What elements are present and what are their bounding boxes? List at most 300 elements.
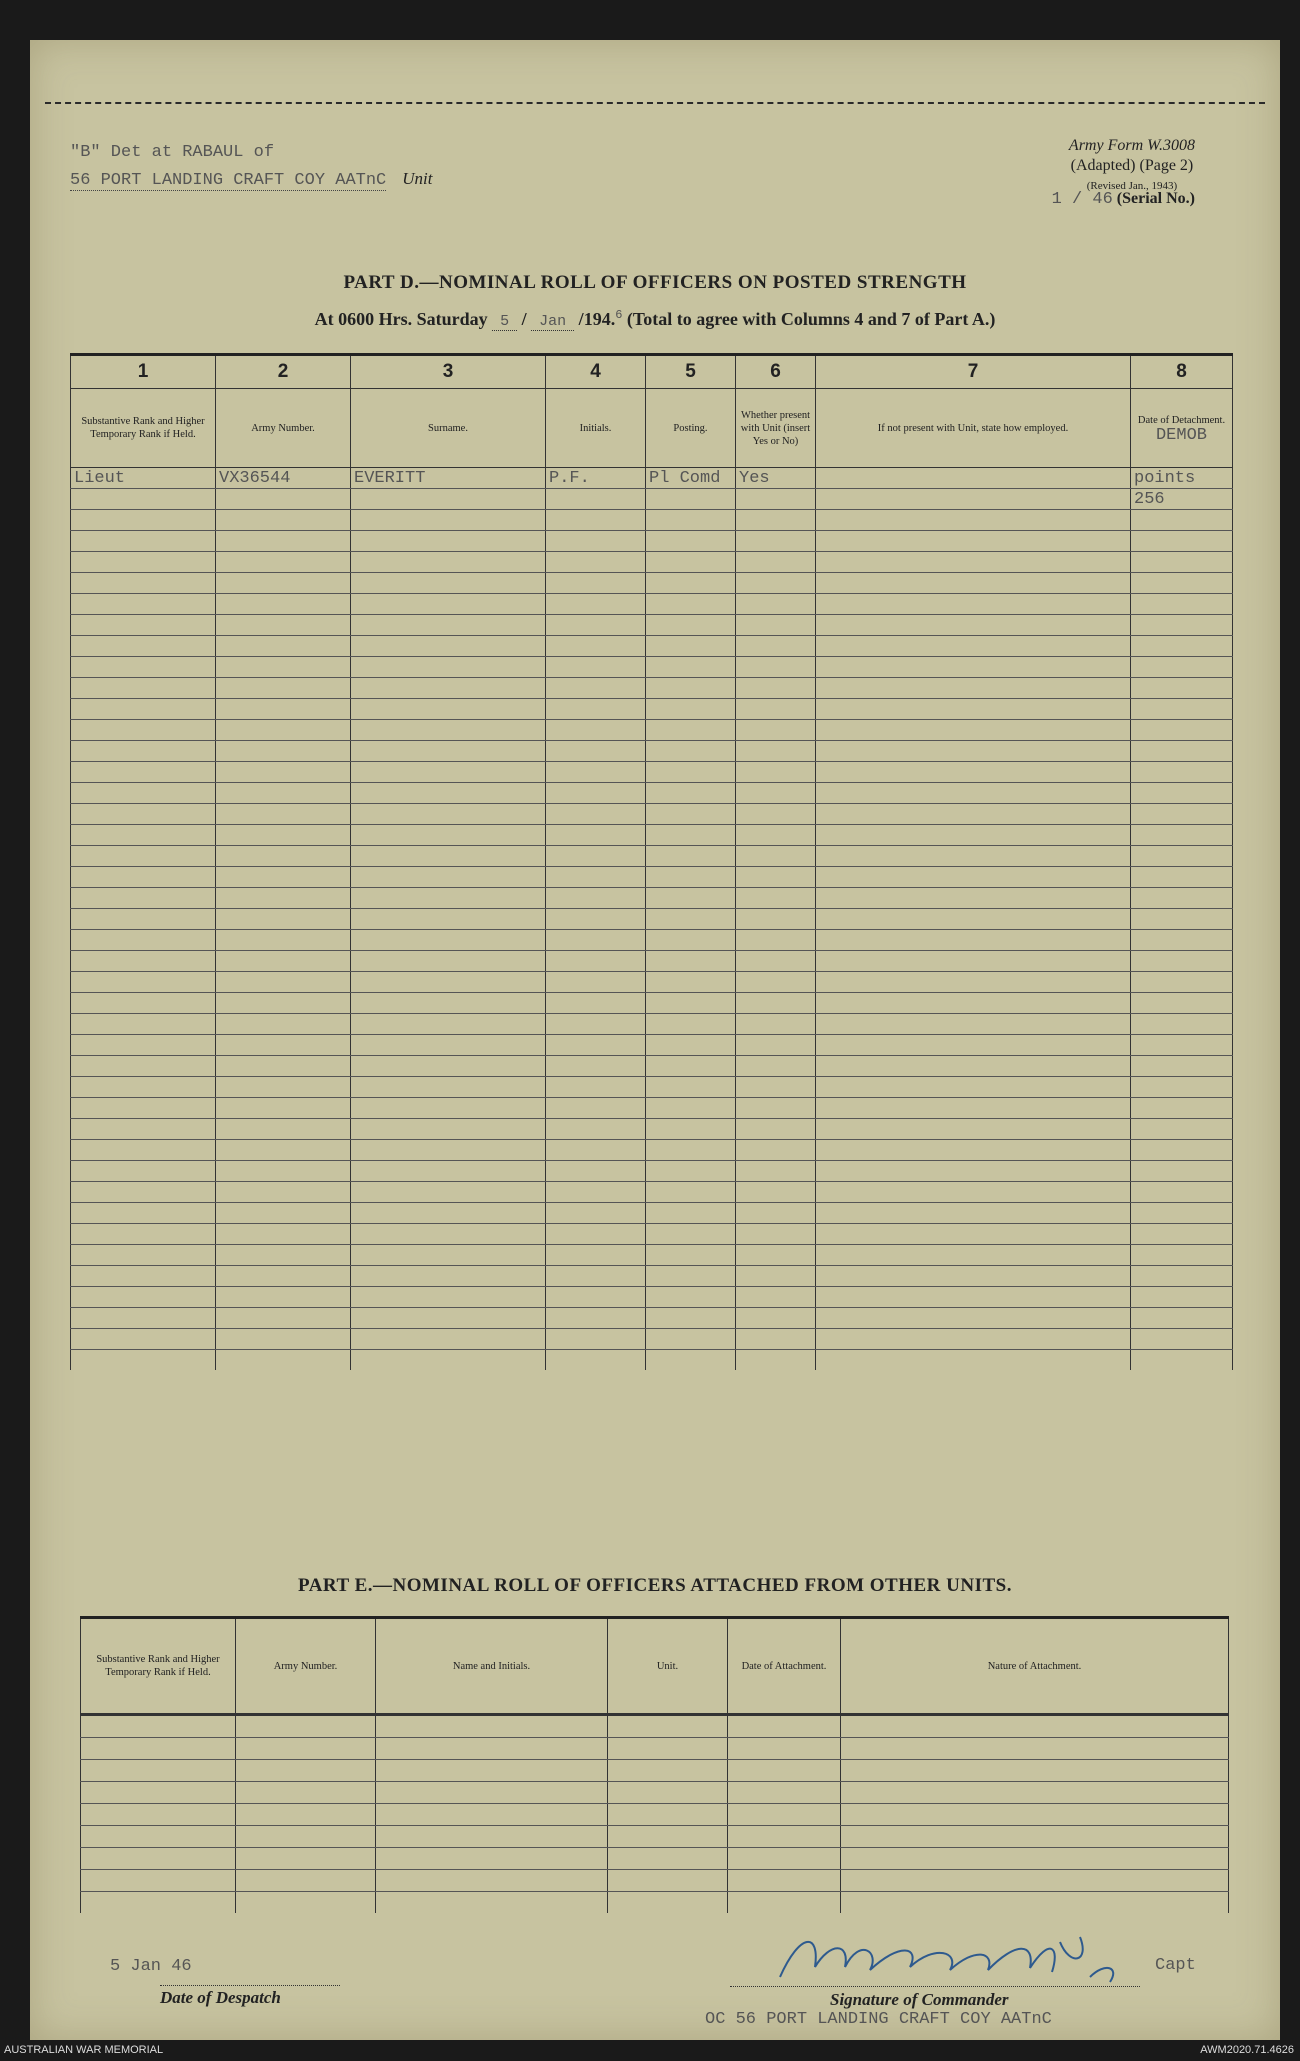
table-cell xyxy=(71,699,216,720)
table-cell xyxy=(376,1715,608,1738)
table-cell xyxy=(81,1848,236,1870)
table-cell: 256 xyxy=(1131,489,1233,510)
at-prefix: At 0600 Hrs. Saturday xyxy=(314,309,488,329)
table-cell xyxy=(736,951,816,972)
part-d-timestamp: At 0600 Hrs. Saturday 5 / Jan /194.$^6$ (Total to agree with Columns 4 and 7 of Part A.) xyxy=(314,308,996,330)
table-cell xyxy=(546,1077,646,1098)
table-cell xyxy=(646,720,736,741)
table-row xyxy=(71,594,1233,615)
table-cell xyxy=(81,1760,236,1782)
table-cell: P.F. xyxy=(546,468,646,489)
table-cell xyxy=(736,1098,816,1119)
column-number: 6 xyxy=(736,355,816,389)
table-cell xyxy=(71,678,216,699)
table-cell xyxy=(376,1892,608,1914)
table-cell xyxy=(728,1870,841,1892)
table-cell xyxy=(216,1350,351,1371)
table-cell xyxy=(736,993,816,1014)
table-cell xyxy=(646,1056,736,1077)
table-cell xyxy=(841,1760,1229,1782)
table-cell xyxy=(71,1161,216,1182)
table-cell xyxy=(1131,1308,1233,1329)
table-cell xyxy=(646,1287,736,1308)
table-cell xyxy=(728,1804,841,1826)
table-cell xyxy=(736,1077,816,1098)
table-cell xyxy=(816,636,1131,657)
caption-text: Date of Detachment. xyxy=(1137,415,1226,426)
table-cell xyxy=(646,678,736,699)
table-cell xyxy=(816,1119,1131,1140)
table-cell xyxy=(736,930,816,951)
table-cell xyxy=(351,867,546,888)
table-cell xyxy=(216,1035,351,1056)
table-cell xyxy=(608,1826,728,1848)
table-cell xyxy=(546,1245,646,1266)
table-cell xyxy=(351,888,546,909)
table-cell xyxy=(1131,615,1233,636)
table-cell xyxy=(646,741,736,762)
table-cell xyxy=(351,1287,546,1308)
table-cell xyxy=(236,1892,376,1914)
table-cell xyxy=(646,1224,736,1245)
table-cell xyxy=(216,867,351,888)
table-row xyxy=(71,846,1233,867)
table-cell xyxy=(736,1287,816,1308)
table-row xyxy=(71,510,1233,531)
table-row xyxy=(71,678,1233,699)
table-row xyxy=(71,1245,1233,1266)
table-cell xyxy=(81,1870,236,1892)
table-cell xyxy=(71,762,216,783)
table-cell xyxy=(216,1182,351,1203)
table-cell xyxy=(351,657,546,678)
table-cell xyxy=(546,972,646,993)
table-cell xyxy=(71,867,216,888)
table-cell xyxy=(546,762,646,783)
table-cell xyxy=(816,720,1131,741)
table-cell xyxy=(546,489,646,510)
table-row xyxy=(71,972,1233,993)
table-cell xyxy=(351,1266,546,1287)
table-cell xyxy=(351,783,546,804)
table-cell xyxy=(546,909,646,930)
table-cell xyxy=(546,615,646,636)
table-cell xyxy=(816,741,1131,762)
table-row xyxy=(71,489,1233,510)
table-cell xyxy=(816,1182,1131,1203)
table-cell xyxy=(351,1182,546,1203)
table-cell xyxy=(816,1077,1131,1098)
table-cell xyxy=(351,489,546,510)
column-caption xyxy=(736,389,816,468)
column-caption xyxy=(351,389,546,468)
table-cell xyxy=(728,1760,841,1782)
table-cell xyxy=(728,1892,841,1914)
form-name: Army Form W.3008 xyxy=(1068,137,1195,154)
table-row xyxy=(71,783,1233,804)
table-cell xyxy=(71,846,216,867)
table-row xyxy=(71,1140,1233,1161)
table-cell xyxy=(351,1035,546,1056)
table-cell xyxy=(736,678,816,699)
table-cell xyxy=(646,1014,736,1035)
table-cell xyxy=(736,1161,816,1182)
table-cell xyxy=(216,1245,351,1266)
table-cell xyxy=(646,573,736,594)
table-cell xyxy=(736,804,816,825)
table-cell xyxy=(236,1760,376,1782)
table-cell xyxy=(71,489,216,510)
table-cell xyxy=(736,762,816,783)
table-cell xyxy=(71,1035,216,1056)
table-row xyxy=(71,1119,1233,1140)
table-cell xyxy=(728,1782,841,1804)
table-cell xyxy=(71,552,216,573)
table-cell xyxy=(646,531,736,552)
part-e-table xyxy=(80,1616,1229,1913)
table-cell xyxy=(236,1715,376,1738)
archive-id: AWM2020.71.4626 xyxy=(1200,2044,1294,2056)
table-cell xyxy=(736,594,816,615)
table-row xyxy=(71,468,1233,489)
table-cell xyxy=(736,1245,816,1266)
table-cell xyxy=(351,846,546,867)
table-cell xyxy=(1131,1245,1233,1266)
signature-line xyxy=(730,1986,1140,1987)
unit-label: Unit xyxy=(402,169,433,188)
table-cell xyxy=(351,1350,546,1371)
table-row xyxy=(71,867,1233,888)
table-cell xyxy=(216,720,351,741)
table-cell xyxy=(1131,1161,1233,1182)
commander-unit: OC 56 PORT LANDING CRAFT COY AATnC xyxy=(705,2010,1052,2029)
caption-text: Army Number. xyxy=(251,422,315,434)
caption-text: Whether present with Unit (insert Yes or No) xyxy=(740,409,811,447)
table-cell xyxy=(216,1203,351,1224)
table-cell xyxy=(216,1140,351,1161)
table-cell xyxy=(736,846,816,867)
table-cell xyxy=(736,1035,816,1056)
table-cell xyxy=(546,1287,646,1308)
table-cell xyxy=(71,1266,216,1287)
table-cell xyxy=(816,468,1131,489)
table-cell xyxy=(81,1826,236,1848)
column-number: 7 xyxy=(816,355,1131,389)
table-cell xyxy=(216,1224,351,1245)
table-cell xyxy=(646,489,736,510)
table-cell xyxy=(71,720,216,741)
table-cell xyxy=(1131,972,1233,993)
table-cell xyxy=(351,993,546,1014)
table-cell xyxy=(1131,699,1233,720)
table-cell xyxy=(236,1870,376,1892)
unit-line-1: "B" Det at RABAUL of xyxy=(70,143,275,162)
table-cell xyxy=(81,1804,236,1826)
table-cell xyxy=(646,972,736,993)
table-cell xyxy=(646,1119,736,1140)
table-cell xyxy=(1131,846,1233,867)
table-cell xyxy=(376,1870,608,1892)
table-cell xyxy=(376,1738,608,1760)
table-cell xyxy=(816,888,1131,909)
table-row xyxy=(71,615,1233,636)
table-cell xyxy=(646,888,736,909)
table-cell xyxy=(71,951,216,972)
perforation-line xyxy=(45,102,1265,104)
table-cell xyxy=(351,552,546,573)
table-cell xyxy=(81,1892,236,1914)
table-cell xyxy=(728,1738,841,1760)
table-cell xyxy=(216,636,351,657)
table-cell xyxy=(816,951,1131,972)
table-cell xyxy=(546,1266,646,1287)
table-cell xyxy=(351,699,546,720)
table-row xyxy=(71,1035,1233,1056)
table-cell xyxy=(351,1119,546,1140)
table-cell xyxy=(816,1287,1131,1308)
table-row xyxy=(71,951,1233,972)
table-cell xyxy=(646,1035,736,1056)
table-cell xyxy=(71,972,216,993)
table-cell: points xyxy=(1131,468,1233,489)
table-cell xyxy=(736,573,816,594)
table-cell xyxy=(216,1308,351,1329)
table-cell xyxy=(646,1161,736,1182)
table-cell xyxy=(1131,1056,1233,1077)
table-cell xyxy=(608,1848,728,1870)
table-cell xyxy=(216,489,351,510)
table-cell xyxy=(351,1056,546,1077)
table-cell xyxy=(646,930,736,951)
table-cell xyxy=(71,636,216,657)
part-d-table xyxy=(70,353,1233,1370)
table-row xyxy=(71,888,1233,909)
table-cell xyxy=(546,993,646,1014)
column-number: 2 xyxy=(216,355,351,389)
table-cell xyxy=(1131,636,1233,657)
table-cell xyxy=(546,720,646,741)
table-cell xyxy=(351,909,546,930)
signature-label: Signature of Commander xyxy=(830,1990,1009,2009)
table-cell xyxy=(1131,1350,1233,1371)
table-cell xyxy=(646,699,736,720)
table-cell xyxy=(646,1245,736,1266)
table-cell xyxy=(351,678,546,699)
table-cell xyxy=(816,1266,1131,1287)
table-row xyxy=(71,993,1233,1014)
table-cell xyxy=(816,909,1131,930)
table-row xyxy=(71,909,1233,930)
table-cell xyxy=(71,1308,216,1329)
table-cell xyxy=(376,1804,608,1826)
table-cell xyxy=(216,1077,351,1098)
table-cell xyxy=(646,636,736,657)
table-row xyxy=(71,1077,1233,1098)
table-cell xyxy=(816,846,1131,867)
table-row xyxy=(71,804,1233,825)
table-cell xyxy=(71,1350,216,1371)
table-cell xyxy=(351,1014,546,1035)
table-cell xyxy=(728,1826,841,1848)
table-row xyxy=(81,1782,1229,1804)
table-cell xyxy=(646,1077,736,1098)
table-cell xyxy=(816,825,1131,846)
column-caption: Date of Attachment. xyxy=(728,1618,841,1715)
column-caption xyxy=(216,389,351,468)
table-cell xyxy=(216,615,351,636)
table-cell xyxy=(1131,510,1233,531)
table-cell xyxy=(736,699,816,720)
table-cell xyxy=(71,1077,216,1098)
table-cell xyxy=(71,909,216,930)
table-cell xyxy=(546,1161,646,1182)
table-cell xyxy=(1131,1203,1233,1224)
table-cell xyxy=(546,1182,646,1203)
table-cell xyxy=(646,552,736,573)
table-cell xyxy=(546,531,646,552)
table-cell xyxy=(736,1119,816,1140)
table-cell xyxy=(71,1182,216,1203)
part-d-title: PART D.—NOMINAL ROLL OF OFFICERS ON POSTED STRENGTH xyxy=(343,272,967,293)
table-cell xyxy=(736,1140,816,1161)
table-cell xyxy=(646,1329,736,1350)
table-cell xyxy=(816,573,1131,594)
table-cell xyxy=(1131,720,1233,741)
table-cell xyxy=(216,993,351,1014)
table-row xyxy=(81,1760,1229,1782)
table-cell xyxy=(236,1804,376,1826)
table-cell xyxy=(736,1329,816,1350)
table-cell xyxy=(1131,552,1233,573)
table-cell xyxy=(646,615,736,636)
table-row xyxy=(71,825,1233,846)
table-row xyxy=(71,720,1233,741)
table-cell xyxy=(351,1329,546,1350)
table-cell xyxy=(71,1056,216,1077)
table-row xyxy=(81,1715,1229,1738)
at-suffix: (Total to agree with Columns 4 and 7 of Part A.) xyxy=(626,309,996,329)
table-cell xyxy=(1131,1119,1233,1140)
table-cell xyxy=(351,1224,546,1245)
table-cell xyxy=(351,804,546,825)
table-row xyxy=(81,1826,1229,1848)
table-row xyxy=(71,531,1233,552)
table-cell xyxy=(816,552,1131,573)
table-cell xyxy=(736,741,816,762)
table-cell xyxy=(816,1056,1131,1077)
table-cell xyxy=(71,825,216,846)
table-cell xyxy=(816,1224,1131,1245)
table-cell xyxy=(728,1715,841,1738)
table-cell xyxy=(1131,573,1233,594)
table-cell xyxy=(71,1119,216,1140)
table-cell xyxy=(351,1140,546,1161)
table-cell xyxy=(351,930,546,951)
table-cell xyxy=(736,972,816,993)
column-caption xyxy=(816,389,1131,468)
caption-value: DEMOB xyxy=(1155,426,1207,445)
table-cell xyxy=(816,699,1131,720)
table-cell xyxy=(71,1245,216,1266)
table-cell xyxy=(71,657,216,678)
table-cell xyxy=(816,1161,1131,1182)
table-cell xyxy=(216,972,351,993)
table-cell xyxy=(816,1140,1131,1161)
table-row xyxy=(71,1182,1233,1203)
table-cell xyxy=(736,867,816,888)
table-cell xyxy=(736,636,816,657)
table-cell xyxy=(736,489,816,510)
table-cell xyxy=(646,1203,736,1224)
table-cell xyxy=(351,1245,546,1266)
serial-label: (Serial No.) xyxy=(1116,190,1195,207)
despatch-label: Date of Despatch xyxy=(160,1985,340,2008)
table-cell xyxy=(216,678,351,699)
table-cell xyxy=(351,531,546,552)
table-cell xyxy=(216,762,351,783)
table-cell xyxy=(546,636,646,657)
part-e-title: PART E.—NOMINAL ROLL OF OFFICERS ATTACHED FROM OTHER UNITS. xyxy=(298,1575,1012,1596)
table-cell xyxy=(646,1266,736,1287)
table-row xyxy=(71,1308,1233,1329)
table-cell xyxy=(71,741,216,762)
table-cell xyxy=(71,888,216,909)
serial-number xyxy=(1052,190,1195,209)
table-cell xyxy=(71,594,216,615)
table-row xyxy=(81,1870,1229,1892)
table-cell xyxy=(546,1308,646,1329)
table-cell xyxy=(546,552,646,573)
table-cell xyxy=(816,1329,1131,1350)
table-cell xyxy=(646,909,736,930)
table-cell xyxy=(608,1804,728,1826)
table-cell xyxy=(216,783,351,804)
column-caption xyxy=(546,389,646,468)
table-cell xyxy=(1131,1287,1233,1308)
table-cell xyxy=(841,1782,1229,1804)
table-cell xyxy=(546,930,646,951)
table-cell xyxy=(816,489,1131,510)
table-cell xyxy=(841,1848,1229,1870)
column-caption xyxy=(1131,389,1233,468)
column-number: 3 xyxy=(351,355,546,389)
table-cell xyxy=(351,594,546,615)
table-cell xyxy=(646,1308,736,1329)
table-cell xyxy=(816,1350,1131,1371)
table-cell xyxy=(546,1098,646,1119)
table-cell xyxy=(1131,951,1233,972)
table-cell xyxy=(1131,594,1233,615)
table-row xyxy=(71,636,1233,657)
table-cell xyxy=(71,783,216,804)
table-cell xyxy=(351,951,546,972)
despatch-date: 5 Jan 46 xyxy=(110,1957,192,1976)
table-cell: EVERITT xyxy=(351,468,546,489)
table-cell xyxy=(736,720,816,741)
archive-credit: AUSTRALIAN WAR MEMORIAL xyxy=(4,2044,164,2056)
table-cell xyxy=(71,1329,216,1350)
table-cell xyxy=(608,1760,728,1782)
table-row xyxy=(71,762,1233,783)
table-cell xyxy=(546,657,646,678)
table-cell xyxy=(736,552,816,573)
table-cell xyxy=(646,762,736,783)
table-cell xyxy=(1131,888,1233,909)
table-cell xyxy=(351,615,546,636)
table-cell xyxy=(216,930,351,951)
table-row xyxy=(71,1329,1233,1350)
table-cell xyxy=(81,1782,236,1804)
